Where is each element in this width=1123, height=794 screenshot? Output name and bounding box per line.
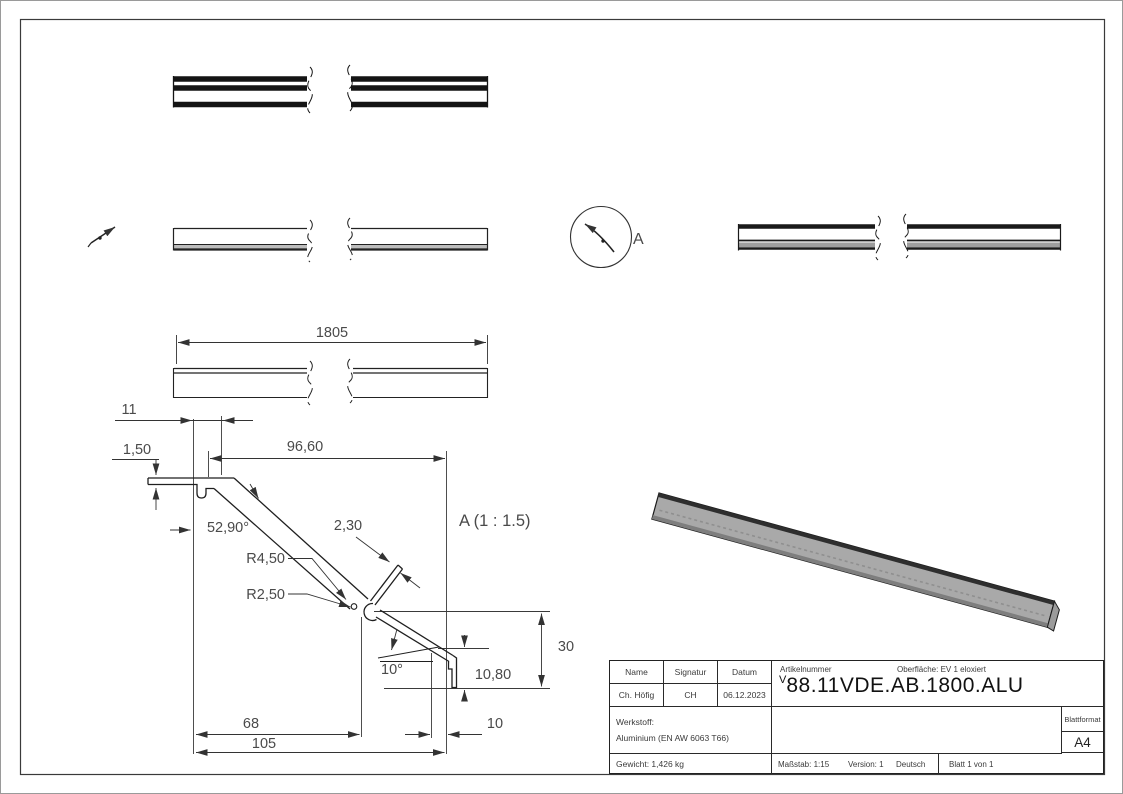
dim-10-80: 10,80 <box>474 667 512 683</box>
artikelnummer-cell <box>772 661 1103 707</box>
dim-52-90deg: 52,90° <box>206 520 250 536</box>
length-dimension <box>177 325 488 364</box>
datum-value: 06.12.2023 <box>718 684 772 707</box>
profile-view-right <box>739 214 1061 260</box>
werkstoff-value: Aluminium (EN AW 6063 T66) <box>616 733 729 743</box>
detail-view-label: A (1 : 1.5) <box>459 512 531 530</box>
massstab-cell <box>772 754 939 774</box>
isometric-view <box>651 493 1061 631</box>
sprache-value: Deutsch <box>896 759 926 769</box>
dim-10deg: 10° <box>381 662 403 678</box>
empty-cell <box>772 707 1062 754</box>
signatur-value: CH <box>664 684 718 707</box>
dim-96-60: 96,60 <box>286 439 324 455</box>
part-number-prefix: V <box>779 674 787 686</box>
hook-arc <box>364 603 376 620</box>
dim-105: 105 <box>251 736 277 752</box>
version-value: Version: 1 <box>848 759 884 769</box>
name-header: Name <box>610 661 664 684</box>
detail-circle-label: A <box>633 231 644 248</box>
artikelnummer-label: Artikelnummer <box>780 665 832 674</box>
part-number <box>779 674 1024 698</box>
blattformat-value: A4 <box>1062 732 1103 753</box>
dim-10: 10 <box>486 716 504 732</box>
dim-1-50: 1,50 <box>122 442 152 458</box>
werkstoff-cell <box>610 707 772 754</box>
dim-r2-50: R2,50 <box>246 587 285 603</box>
profile-view-top <box>174 65 488 113</box>
detail-mark-icon <box>585 224 614 252</box>
title-block <box>609 660 1104 774</box>
dim-1805: 1805 <box>315 325 349 341</box>
name-value: Ch. Höfig <box>610 684 664 707</box>
blattformat-label: Blattformat <box>1062 707 1103 732</box>
profile-cross-section <box>148 478 457 688</box>
dim-2-30: 2,30 <box>333 518 363 534</box>
signatur-header: Signatur <box>664 661 718 684</box>
blatt-value: Blatt 1 von 1 <box>949 759 994 769</box>
break-line <box>308 67 313 113</box>
dim-68: 68 <box>242 716 260 732</box>
datum-header: Datum <box>718 661 772 684</box>
werkstoff-label: Werkstoff: <box>616 717 654 727</box>
massstab-value: Maßstab: 1:15 <box>778 759 830 769</box>
dim-30: 30 <box>557 639 575 655</box>
part-number-value: 88.11VDE.AB.1800.ALU <box>786 674 1024 697</box>
profile-view-bottom <box>174 359 488 405</box>
detail-direction-icon <box>88 227 115 247</box>
profile-view-middle <box>174 218 488 262</box>
detail-circle-A <box>571 207 645 268</box>
dim-11: 11 <box>121 402 137 418</box>
gewicht-value: Gewicht: 1,426 kg <box>610 754 772 774</box>
oberflaeche-label: Oberfläche: EV 1 eloxiert <box>897 665 986 674</box>
dim-r4-50: R4,50 <box>246 551 285 567</box>
extension-lines <box>194 416 551 754</box>
